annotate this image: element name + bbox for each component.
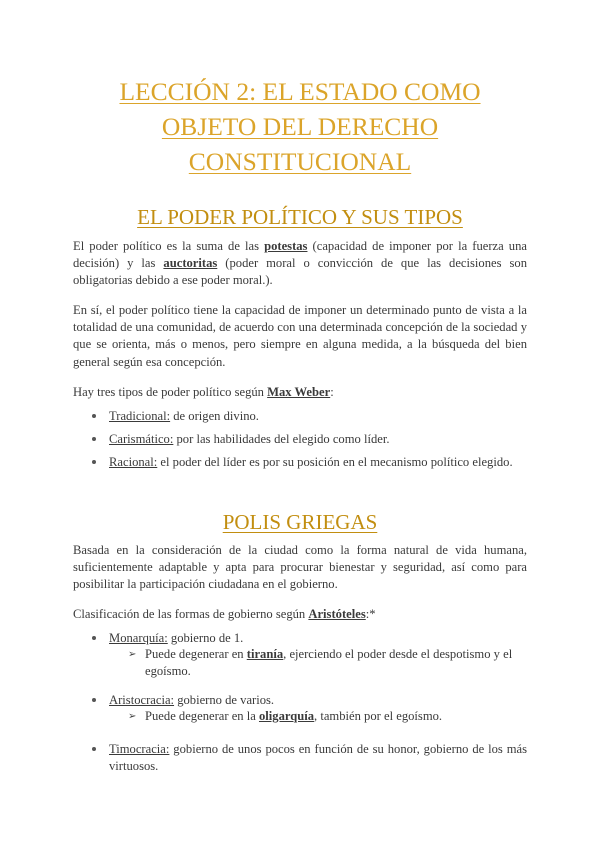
term-potestas: potestas bbox=[264, 239, 308, 253]
arrow-bullet-icon: ➢ bbox=[128, 649, 137, 660]
bullet-icon bbox=[92, 437, 96, 441]
list-item-timocracia: Timocracia: gobierno de unos pocos en función de su honor, gobierno de los más virtuosos. bbox=[109, 741, 527, 775]
term-auctoritas: auctoritas bbox=[163, 256, 218, 271]
bullet-icon bbox=[92, 698, 96, 702]
section-heading-poder-politico: EL PODER POLÍTICO Y SUS TIPOS bbox=[137, 205, 463, 229]
paragraph-tipos-intro: Hay tres tipos de poder político según Max Weber: bbox=[73, 385, 334, 399]
bullet-icon bbox=[92, 460, 96, 464]
list-item-tradicional: Tradicional: de origen divino. bbox=[109, 408, 527, 425]
title-line-2: OBJETO DEL DERECHO bbox=[161, 112, 439, 141]
bullet-icon bbox=[92, 747, 96, 751]
author-max-weber: Max Weber bbox=[267, 385, 331, 399]
title-line-1: LECCIÓN 2: EL ESTADO COMO bbox=[119, 77, 481, 106]
list-item-racional: Racional: el poder del líder es por su posición en el mecanismo político elegido. bbox=[109, 454, 527, 471]
sub-item-oligarquia: ➢ Puede degenerar en la oligarquía, también por el egoísmo. bbox=[145, 708, 527, 725]
paragraph-capacidad-poder: En sí, el poder político tiene la capacidad de imponer un determinado punto de vista a la totalidad de una comunidad, de acuerdo con una determinada concepción de la sociedad y que se orienta, más o menos, pero siempre en alguna medida, a la búsqueda del bien general según esa concepción. bbox=[73, 303, 527, 369]
paragraph-clasificacion: Clasificación de las formas de gobierno según Aristóteles:* bbox=[73, 607, 376, 621]
paragraph-definicion-poder: El poder político es la suma de las potestas (capacidad de imponer por la fuerza una decisión) y las auctoritas (poder moral o convicción de que las decisiones son obligatorias debido a ese poder moral.). bbox=[73, 239, 527, 288]
term-tirania: tiranía bbox=[246, 647, 284, 661]
arrow-bullet-icon: ➢ bbox=[128, 711, 137, 722]
bullet-icon bbox=[92, 414, 96, 418]
author-aristoteles: Aristóteles bbox=[308, 607, 366, 621]
title-line-3: CONSTITUCIONAL bbox=[188, 147, 412, 176]
term-oligarquia: oligarquía bbox=[258, 709, 315, 723]
list-item-aristocracia: Aristocracia: gobierno de varios. bbox=[109, 692, 527, 709]
list-item-carismatico: Carismático: por las habilidades del elegido como líder. bbox=[109, 431, 527, 448]
list-item-monarquia: Monarquía: gobierno de 1. bbox=[109, 630, 527, 647]
section-heading-polis-griegas: POLIS GRIEGAS bbox=[222, 510, 378, 534]
sub-item-tirania: ➢ Puede degenerar en tiranía, ejerciendo el poder desde el despotismo y el egoísmo. bbox=[128, 647, 513, 679]
bullet-icon bbox=[92, 636, 96, 640]
paragraph-polis: Basada en la consideración de la ciudad como la forma natural de vida humana, suficientemente adaptable y apta para procurar bienestar y seguridad, así como para posibilitar la participación ciudadana en el gobierno. bbox=[73, 543, 527, 592]
page-title bbox=[60, 74, 540, 179]
